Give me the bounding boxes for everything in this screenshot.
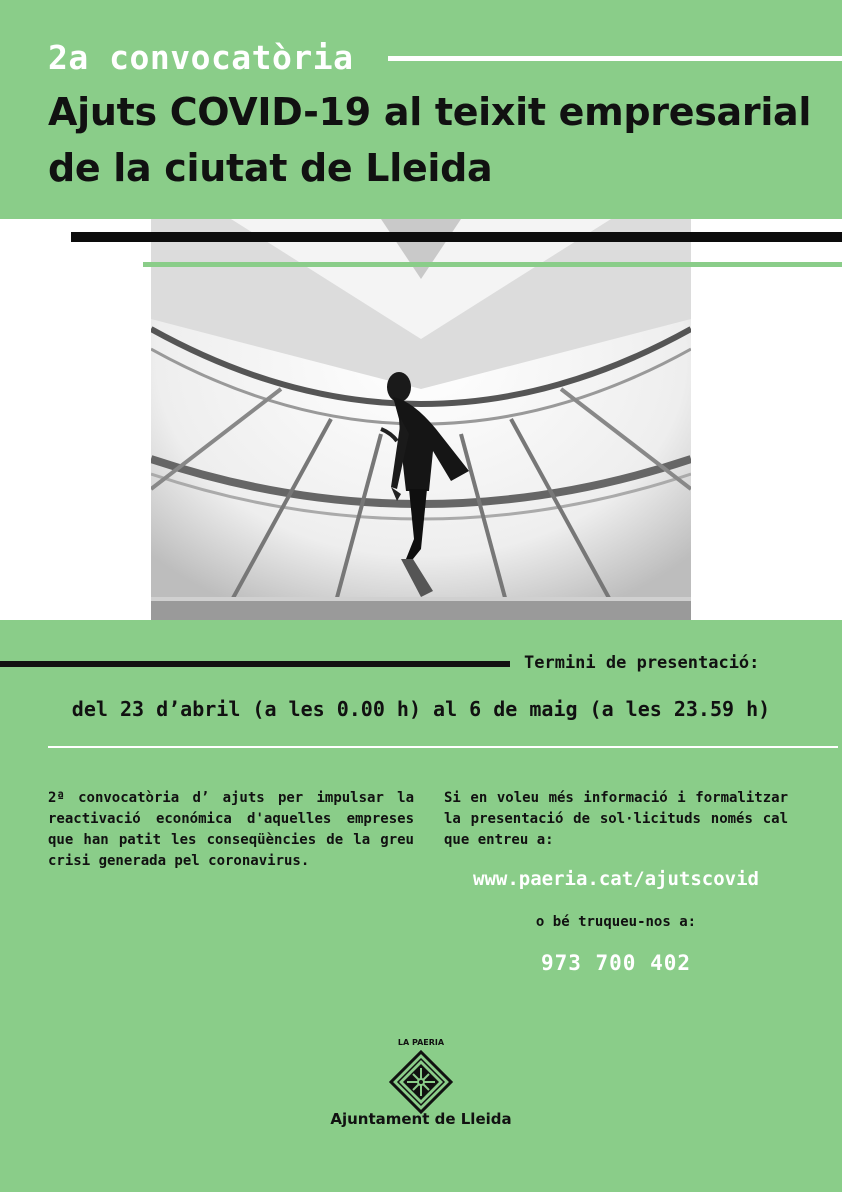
ajuntament-name: Ajuntament de Lleida <box>330 1110 512 1128</box>
logo-top-label: LA PAERIA <box>397 1038 445 1047</box>
deadline-label: Termini de presentació: <box>524 653 760 673</box>
subtitle-rule <box>388 56 842 61</box>
description-right: Si en voleu més informació i formalitzar la presentació de sol·licituds només cal que entreu a: <box>444 790 788 848</box>
header-band <box>0 0 842 219</box>
paeria-crest-icon <box>389 1050 453 1114</box>
description-left: 2ª convocatòria d’ ajuts per impulsar la reactivació económica d'aquelles empreses que han patit les conseqüències de la greu crisi generada pel coronavirus. <box>48 790 414 869</box>
phone-number: 973 700 402 <box>540 951 692 975</box>
page-title: Ajuts COVID-19 al teixit empresarial de la ciutat de Lleida <box>48 90 812 190</box>
convocatoria-subtitle: 2a convocatòria <box>48 38 354 77</box>
divider <box>48 746 838 748</box>
person-levitating-icon <box>151 219 691 620</box>
termini-rule <box>0 661 510 667</box>
call-label: o bé truqueu-nos a: <box>535 914 697 930</box>
deadline-dates: del 23 d’abril (a les 0.00 h) al 6 de maig (a les 23.59 h) <box>71 697 771 721</box>
hero-photo <box>151 219 691 620</box>
info-link[interactable]: www.paeria.cat/ajutscovid <box>473 868 759 890</box>
black-rule <box>71 232 842 242</box>
green-rule <box>143 262 842 267</box>
